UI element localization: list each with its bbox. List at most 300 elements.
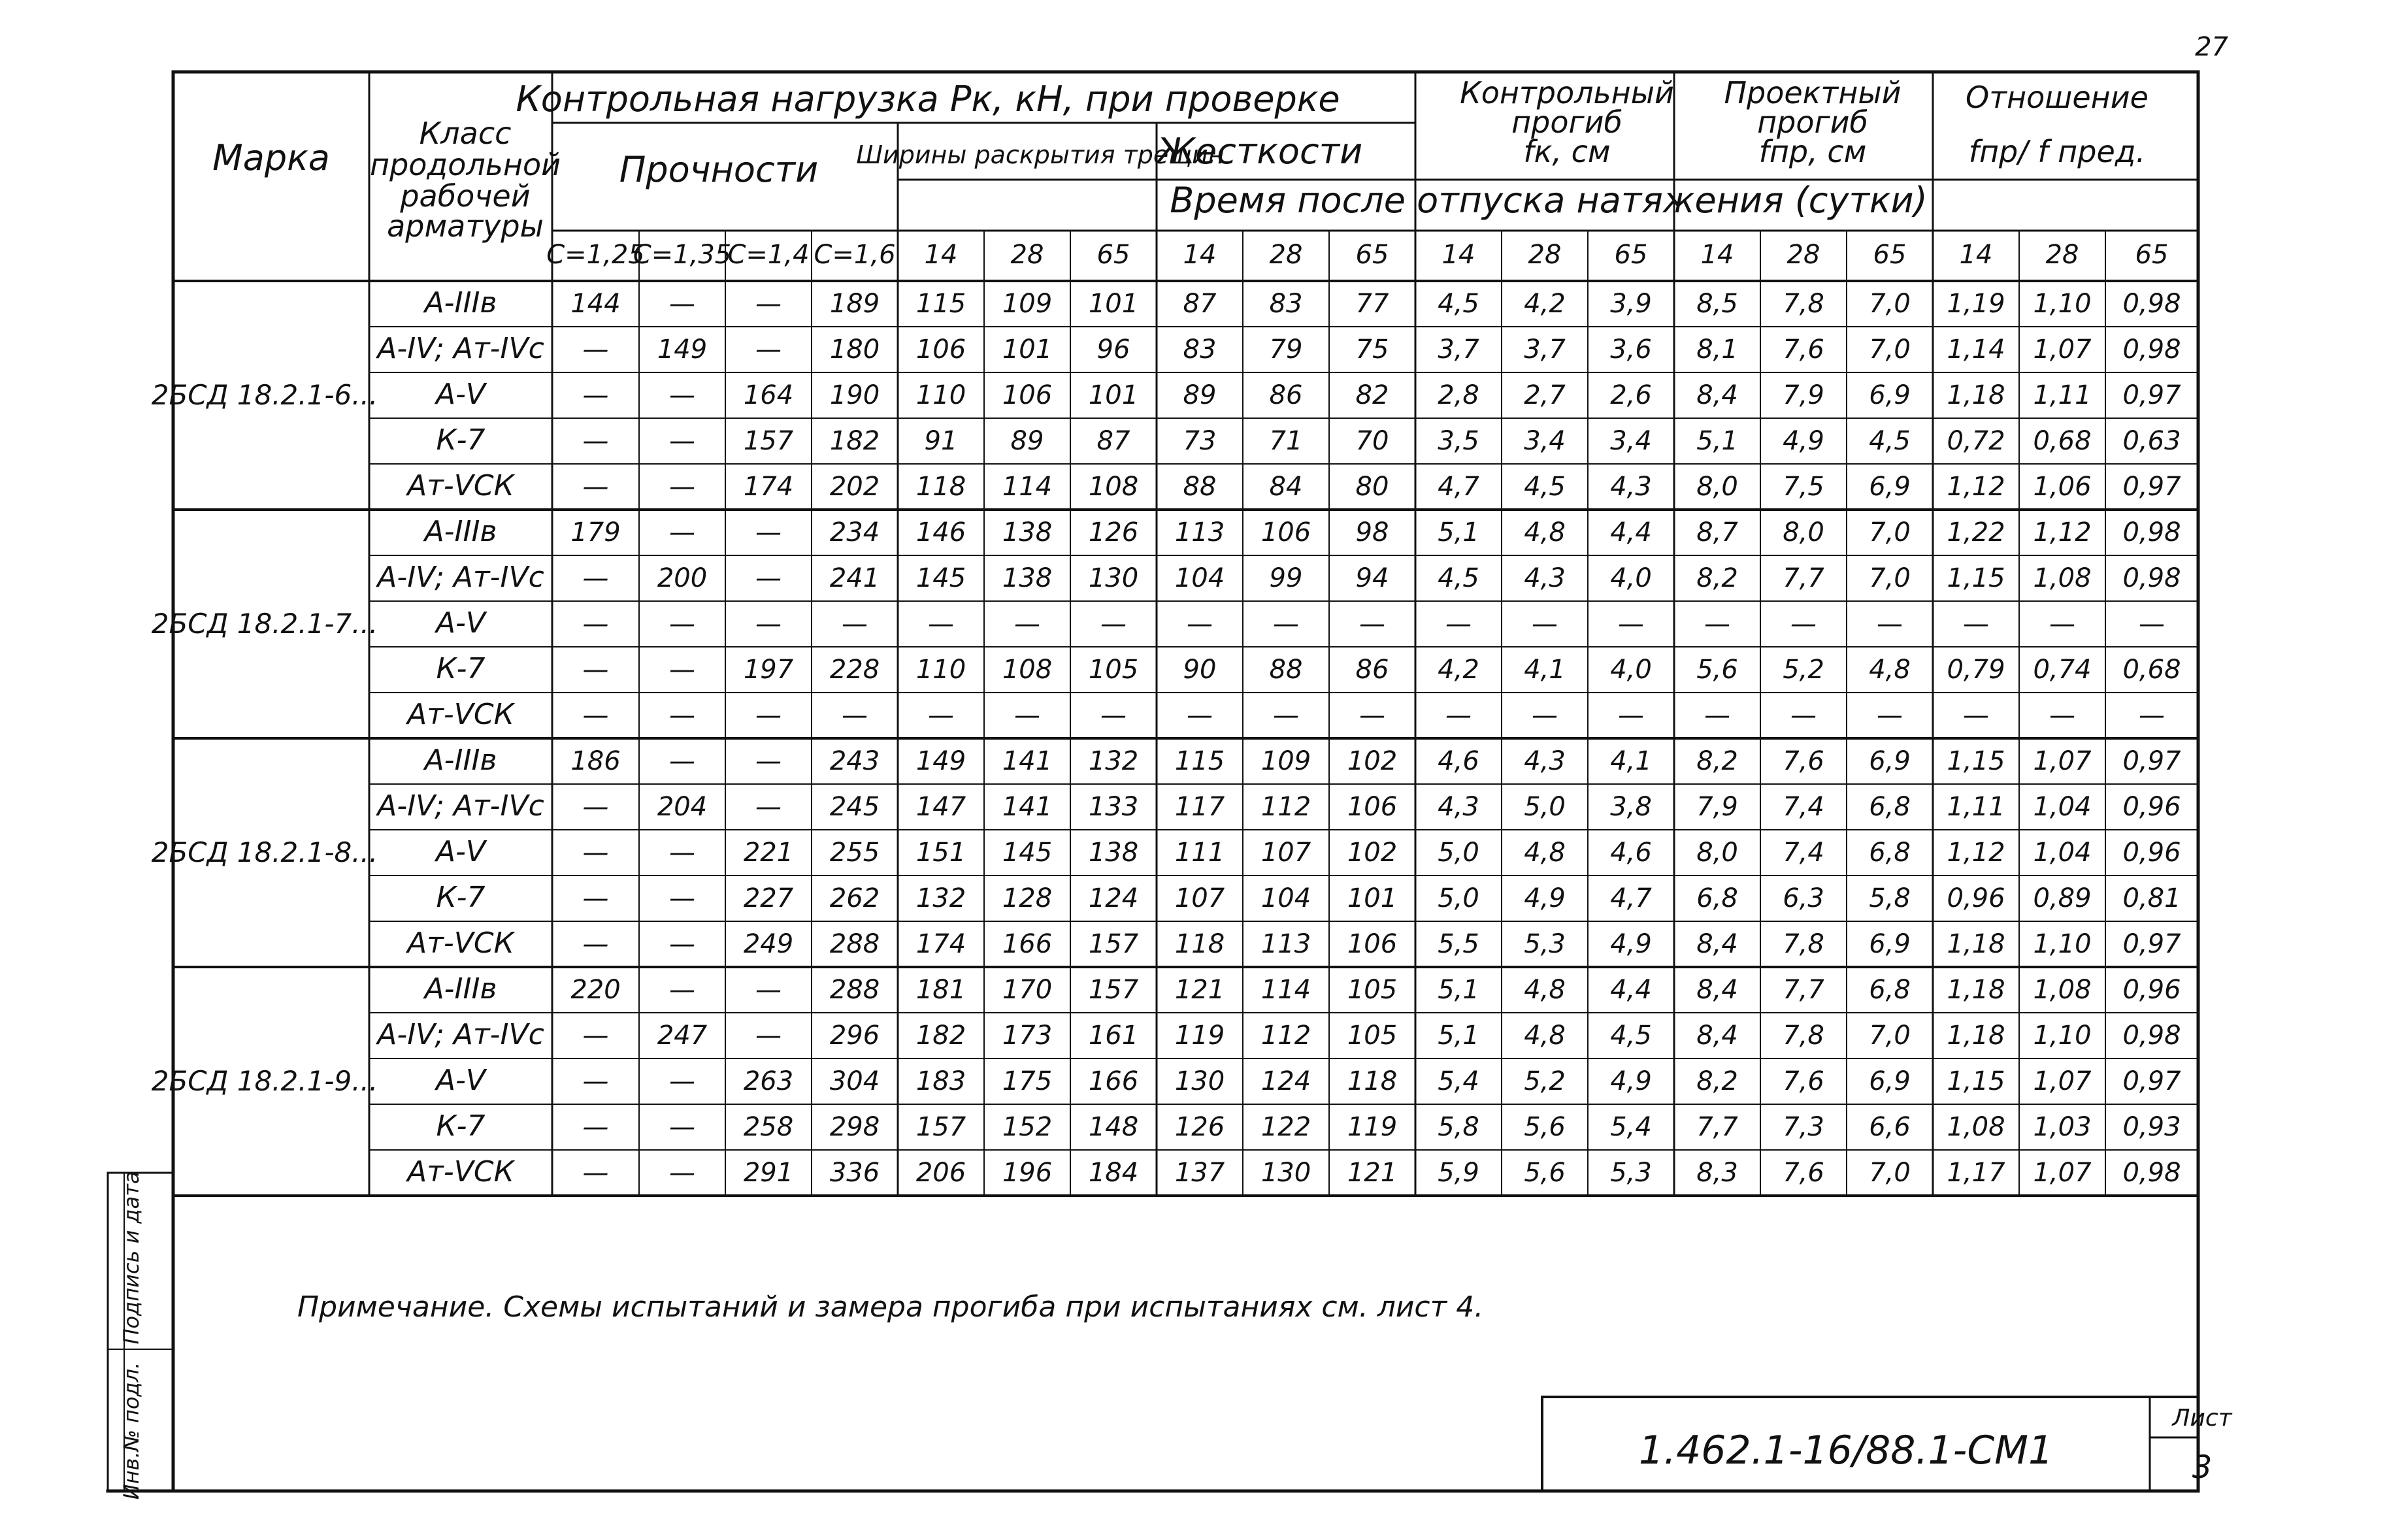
table-cell: 108 bbox=[1088, 472, 1139, 502]
table-cell: 1,17 bbox=[1947, 1158, 2005, 1188]
table-cell: 73 bbox=[1183, 426, 1217, 456]
table-cell: 175 bbox=[1002, 1066, 1053, 1096]
table-cell: 4,5 bbox=[1438, 563, 1479, 593]
table-cell: 6,9 bbox=[1869, 380, 1911, 410]
table-cell: — bbox=[582, 472, 609, 502]
table-cell: 181 bbox=[915, 975, 966, 1005]
table-cell: 8,4 bbox=[1696, 380, 1738, 410]
table-cell: 170 bbox=[1002, 975, 1053, 1005]
table-cell: 98 bbox=[1355, 517, 1389, 548]
table-cell: 4,8 bbox=[1524, 517, 1566, 548]
column-c-label: C=1,35 bbox=[633, 240, 732, 270]
table-cell: 4,6 bbox=[1610, 838, 1652, 868]
column-day-label: 14 bbox=[1959, 240, 1993, 270]
table-cell: 4,3 bbox=[1524, 563, 1566, 593]
brand-label: 2БСД 18.2.1-8... bbox=[151, 836, 378, 868]
table-cell: — bbox=[755, 609, 782, 639]
table-cell: 5,0 bbox=[1438, 883, 1479, 913]
table-cell: 1,03 bbox=[2033, 1112, 2092, 1142]
rebar-class-label: А-IIIв bbox=[424, 515, 497, 548]
table-cell: 138 bbox=[1002, 517, 1053, 548]
table-cell: 0,96 bbox=[2122, 975, 2181, 1005]
table-cell: 1,10 bbox=[2033, 929, 2092, 959]
table-cell: 130 bbox=[1260, 1158, 1311, 1188]
table-cell: 7,7 bbox=[1783, 563, 1824, 593]
column-day-label: 28 bbox=[1010, 240, 1044, 270]
table-cell: — bbox=[928, 700, 954, 730]
table-cell: 75 bbox=[1355, 335, 1389, 365]
column-day-label: 65 bbox=[1096, 240, 1130, 270]
table-cell: — bbox=[755, 517, 782, 548]
table-cell: — bbox=[669, 289, 695, 319]
header-ratio-line: fпр/ f пред. bbox=[1968, 134, 2146, 169]
rebar-class-label: К-7 bbox=[436, 652, 486, 685]
table-cell: 122 bbox=[1260, 1112, 1311, 1142]
table-cell: 204 bbox=[657, 792, 708, 822]
table-cell: 0,97 bbox=[2122, 929, 2181, 959]
table-cell: 4,3 bbox=[1524, 746, 1566, 776]
table-cell: 1,07 bbox=[2033, 1066, 2092, 1096]
table-cell: — bbox=[842, 700, 868, 730]
table-cell: 4,3 bbox=[1438, 792, 1479, 822]
table-cell: 8,2 bbox=[1696, 746, 1738, 776]
column-c-label: C=1,6 bbox=[814, 240, 896, 270]
table-cell: 105 bbox=[1347, 1021, 1398, 1051]
table-cell: 77 bbox=[1355, 289, 1389, 319]
table-cell: — bbox=[669, 700, 695, 730]
table-cell: 0,68 bbox=[2033, 426, 2092, 456]
table-cell: 174 bbox=[743, 472, 794, 502]
column-day-label: 65 bbox=[2135, 240, 2169, 270]
table-cell: — bbox=[1790, 609, 1817, 639]
table-cell: 288 bbox=[829, 929, 880, 959]
table-cell: — bbox=[669, 1066, 695, 1096]
table-cell: 89 bbox=[1183, 380, 1217, 410]
table-cell: 3,7 bbox=[1438, 335, 1479, 365]
table-cell: 1,07 bbox=[2033, 746, 2092, 776]
table-cell: 7,8 bbox=[1783, 1021, 1824, 1051]
table-cell: 1,11 bbox=[1947, 792, 2005, 822]
table-cell: 2,8 bbox=[1438, 380, 1479, 410]
header-class-line: Класс bbox=[419, 116, 512, 151]
table-cell: 3,9 bbox=[1610, 289, 1652, 319]
table-cell: 110 bbox=[915, 380, 966, 410]
table-cell: 7,4 bbox=[1783, 792, 1824, 822]
table-cell: 0,97 bbox=[2122, 380, 2181, 410]
table-cell: 87 bbox=[1183, 289, 1217, 319]
table-cell: 110 bbox=[915, 655, 966, 685]
table-cell: 7,9 bbox=[1783, 380, 1824, 410]
table-cell: 1,08 bbox=[1947, 1112, 2005, 1142]
table-cell: 0,74 bbox=[2033, 655, 2092, 685]
table-cell: 6,9 bbox=[1869, 929, 1911, 959]
table-cell: 5,8 bbox=[1438, 1112, 1479, 1142]
table-cell: 8,4 bbox=[1696, 1021, 1738, 1051]
table-cell: 7,8 bbox=[1783, 929, 1824, 959]
table-cell: — bbox=[669, 380, 695, 410]
table-cell: 4,1 bbox=[1524, 655, 1566, 685]
column-day-label: 28 bbox=[2045, 240, 2079, 270]
table-cell: 124 bbox=[1260, 1066, 1311, 1096]
header-design-deflection-line: fпр, см bbox=[1758, 134, 1867, 169]
table-cell: 8,7 bbox=[1696, 517, 1738, 548]
table-cell: 132 bbox=[1088, 746, 1139, 776]
table-cell: 0,96 bbox=[2122, 792, 2181, 822]
table-cell: 1,10 bbox=[2033, 289, 2092, 319]
table-cell: 141 bbox=[1002, 792, 1053, 822]
table-cell: — bbox=[582, 609, 609, 639]
table-cell: 104 bbox=[1260, 883, 1311, 913]
table-cell: 8,2 bbox=[1696, 1066, 1738, 1096]
table-cell: — bbox=[669, 883, 695, 913]
table-cell: 5,3 bbox=[1524, 929, 1566, 959]
table-cell: 184 bbox=[1088, 1158, 1139, 1188]
rebar-class-label: К-7 bbox=[436, 1109, 486, 1143]
table-cell: 0,97 bbox=[2122, 472, 2181, 502]
table-cell: 8,4 bbox=[1696, 929, 1738, 959]
table-cell: — bbox=[582, 838, 609, 868]
table-cell: 255 bbox=[829, 838, 880, 868]
table-cell: 4,4 bbox=[1610, 517, 1652, 548]
rebar-class-label: А-IIIв bbox=[424, 286, 497, 319]
table-cell: 0,63 bbox=[2122, 426, 2181, 456]
table-cell: 182 bbox=[829, 426, 880, 456]
table-cell: — bbox=[1704, 609, 1730, 639]
table-cell: 7,9 bbox=[1696, 792, 1738, 822]
table-cell: 183 bbox=[915, 1066, 966, 1096]
table-cell: 130 bbox=[1088, 563, 1139, 593]
header-class-line: арматуры bbox=[387, 208, 544, 244]
table-cell: 104 bbox=[1174, 563, 1225, 593]
table-cell: — bbox=[1618, 609, 1644, 639]
header-design-deflection-line: Проектный bbox=[1724, 75, 1902, 110]
sheet-label: Лист bbox=[2172, 1405, 2232, 1432]
table-cell: — bbox=[755, 335, 782, 365]
table-cell: 157 bbox=[743, 426, 794, 456]
table-cell: 5,0 bbox=[1524, 792, 1566, 822]
table-cell: 3,4 bbox=[1610, 426, 1652, 456]
table-cell: — bbox=[2049, 609, 2075, 639]
table-cell: 7,6 bbox=[1783, 335, 1824, 365]
table-cell: 144 bbox=[570, 289, 621, 319]
table-cell: — bbox=[1445, 700, 1472, 730]
table-cell: — bbox=[669, 517, 695, 548]
table-cell: 0,97 bbox=[2122, 1066, 2181, 1096]
table-cell: — bbox=[1100, 609, 1127, 639]
table-cell: 4,1 bbox=[1610, 746, 1652, 776]
table-cell: 88 bbox=[1269, 655, 1303, 685]
column-c-label: C=1,25 bbox=[546, 240, 645, 270]
header-control-deflection-line: fк, см bbox=[1523, 134, 1611, 169]
column-day-label: 14 bbox=[1441, 240, 1475, 270]
table-cell: 5,1 bbox=[1438, 1021, 1479, 1051]
column-subheaders bbox=[546, 240, 2168, 270]
table-cell: — bbox=[669, 746, 695, 776]
table-cell: 161 bbox=[1088, 1021, 1139, 1051]
table-cell: 83 bbox=[1183, 335, 1217, 365]
table-cell: 8,0 bbox=[1696, 472, 1738, 502]
rebar-class-label: А-IIIв bbox=[424, 972, 497, 1006]
table-cell: 2,7 bbox=[1524, 380, 1566, 410]
table-cell: 1,22 bbox=[1947, 517, 2005, 548]
table-cell: 121 bbox=[1174, 975, 1225, 1005]
table-cell: 7,8 bbox=[1783, 289, 1824, 319]
table-cell: 8,3 bbox=[1696, 1158, 1738, 1188]
rebar-class-label: А-IV; Ат-IVс bbox=[377, 1018, 544, 1051]
table-cell: 7,0 bbox=[1869, 1158, 1911, 1188]
title-block bbox=[1639, 1405, 2233, 1486]
column-day-label: 65 bbox=[1355, 240, 1389, 270]
table-cell: — bbox=[1963, 700, 1989, 730]
table-cell: — bbox=[2139, 609, 2165, 639]
table-cell: 107 bbox=[1260, 838, 1311, 868]
table-cell: 157 bbox=[1088, 929, 1139, 959]
table-cell: 106 bbox=[1347, 792, 1398, 822]
table-cell: 86 bbox=[1355, 655, 1389, 685]
table-cell: 220 bbox=[570, 975, 621, 1005]
header-design-deflection-line: прогиб bbox=[1757, 105, 1868, 140]
table-cell: 174 bbox=[915, 929, 966, 959]
table-cell: 90 bbox=[1183, 655, 1217, 685]
table-cell: 106 bbox=[1002, 380, 1053, 410]
table-cell: 118 bbox=[915, 472, 966, 502]
table-cell: 84 bbox=[1269, 472, 1303, 502]
table-cell: 126 bbox=[1088, 517, 1139, 548]
table-cell: 138 bbox=[1088, 838, 1139, 868]
rebar-class-label: Ат-VСК bbox=[407, 1155, 514, 1188]
table-cell: 0,72 bbox=[1947, 426, 2005, 456]
rebar-class-label: Ат-VСК bbox=[407, 926, 514, 960]
table-cell: — bbox=[755, 746, 782, 776]
table-cell: 130 bbox=[1174, 1066, 1225, 1096]
table-cell: 0,89 bbox=[2033, 883, 2092, 913]
table-cell: 4,5 bbox=[1869, 426, 1911, 456]
table-cell: 0,93 bbox=[2122, 1112, 2181, 1142]
table-cell: 4,9 bbox=[1610, 929, 1652, 959]
table-cell: 6,3 bbox=[1783, 883, 1824, 913]
table-cell: 164 bbox=[743, 380, 794, 410]
table-cell: 1,08 bbox=[2033, 975, 2092, 1005]
header-crack-width: Ширины раскрытия трещин bbox=[856, 140, 1225, 169]
table-cell: — bbox=[582, 426, 609, 456]
table-cell: — bbox=[669, 1158, 695, 1188]
table-cell: 5,1 bbox=[1438, 517, 1479, 548]
table-cell: 101 bbox=[1088, 289, 1139, 319]
side-stamp bbox=[119, 1171, 144, 1499]
table-cell: 121 bbox=[1347, 1158, 1398, 1188]
table-cell: 0,98 bbox=[2122, 335, 2181, 365]
table-cell: 132 bbox=[915, 883, 966, 913]
side-stamp-inv-no: Инв.№ подл. bbox=[119, 1362, 144, 1500]
table-cell: 221 bbox=[743, 838, 794, 868]
table-cell: 4,9 bbox=[1524, 883, 1566, 913]
table-cell: 189 bbox=[829, 289, 880, 319]
table-cell: — bbox=[755, 289, 782, 319]
table-cell: 107 bbox=[1174, 883, 1225, 913]
table-cell: — bbox=[582, 335, 609, 365]
table-cell: 5,0 bbox=[1438, 838, 1479, 868]
table-cell: — bbox=[1790, 700, 1817, 730]
table-cell: 1,19 bbox=[1947, 289, 2005, 319]
table-cell: 247 bbox=[657, 1021, 708, 1051]
rebar-class-label: А-V bbox=[435, 835, 486, 868]
table-cell: — bbox=[582, 655, 609, 685]
table-cell: 8,1 bbox=[1696, 335, 1738, 365]
table-cell: 1,11 bbox=[2033, 380, 2092, 410]
table-cell: 79 bbox=[1269, 335, 1303, 365]
table-cell: — bbox=[1014, 609, 1040, 639]
table-cell: 7,7 bbox=[1783, 975, 1824, 1005]
table-cell: 1,12 bbox=[1947, 472, 2005, 502]
table-cell: — bbox=[582, 700, 609, 730]
rebar-class-label: А-IV; Ат-IVс bbox=[377, 789, 544, 823]
table-cell: 3,4 bbox=[1524, 426, 1566, 456]
table-cell: 0,97 bbox=[2122, 746, 2181, 776]
table-cell: 3,7 bbox=[1524, 335, 1566, 365]
table-cell: 80 bbox=[1355, 472, 1389, 502]
header-strength: Прочности bbox=[619, 149, 819, 190]
rebar-class-label: К-7 bbox=[436, 423, 486, 457]
table-cell: 0,96 bbox=[1947, 883, 2005, 913]
table-cell: — bbox=[582, 1112, 609, 1142]
column-day-label: 14 bbox=[1700, 240, 1734, 270]
table-cell: — bbox=[582, 792, 609, 822]
table-cell: 5,8 bbox=[1869, 883, 1911, 913]
table-cell: 112 bbox=[1260, 1021, 1311, 1051]
table-cell: 7,0 bbox=[1869, 1021, 1911, 1051]
table-cell: 5,1 bbox=[1438, 975, 1479, 1005]
table-cell: 1,06 bbox=[2033, 472, 2092, 502]
table-cell: — bbox=[669, 655, 695, 685]
table-cell: — bbox=[669, 929, 695, 959]
table-cell: 0,98 bbox=[2122, 289, 2181, 319]
table-cell: 147 bbox=[915, 792, 966, 822]
table-cell: 108 bbox=[1002, 655, 1053, 685]
table-cell: 4,4 bbox=[1610, 975, 1652, 1005]
table-cell: 4,0 bbox=[1610, 563, 1652, 593]
table-cell: — bbox=[1187, 609, 1213, 639]
table-cell: 89 bbox=[1010, 426, 1044, 456]
table-cell: 151 bbox=[915, 838, 966, 868]
table-cell: 148 bbox=[1088, 1112, 1139, 1142]
table-cell: 106 bbox=[1260, 517, 1311, 548]
table-cell: — bbox=[2139, 700, 2165, 730]
table-cell: 4,6 bbox=[1438, 746, 1479, 776]
table-cell: 113 bbox=[1174, 517, 1225, 548]
table-cell: 6,8 bbox=[1869, 792, 1911, 822]
table-cell: 2,6 bbox=[1610, 380, 1652, 410]
table-cell: 141 bbox=[1002, 746, 1053, 776]
table-cell: 1,18 bbox=[1947, 975, 2005, 1005]
table-cell: 115 bbox=[915, 289, 966, 319]
table-cell: 157 bbox=[915, 1112, 966, 1142]
table-cell: 4,9 bbox=[1783, 426, 1824, 456]
table-cell: 182 bbox=[915, 1021, 966, 1051]
table-cell: 118 bbox=[1347, 1066, 1398, 1096]
column-day-label: 28 bbox=[1528, 240, 1562, 270]
table-cell: 105 bbox=[1347, 975, 1398, 1005]
table-cell: 4,5 bbox=[1524, 472, 1566, 502]
table-cell: 86 bbox=[1269, 380, 1303, 410]
table-cell: 298 bbox=[829, 1112, 880, 1142]
table-cell: 296 bbox=[829, 1021, 880, 1051]
table-cell: — bbox=[582, 883, 609, 913]
table-cell: 5,2 bbox=[1524, 1066, 1566, 1096]
table-cell: — bbox=[669, 609, 695, 639]
table-cell: 4,8 bbox=[1524, 838, 1566, 868]
rebar-class-label: К-7 bbox=[436, 881, 486, 914]
table-header bbox=[212, 75, 2149, 244]
table-cell: 4,7 bbox=[1438, 472, 1479, 502]
table-cell: 5,6 bbox=[1696, 655, 1738, 685]
table-cell: — bbox=[1618, 700, 1644, 730]
table-cell: 118 bbox=[1174, 929, 1225, 959]
table-cell: 6,8 bbox=[1869, 975, 1911, 1005]
doc-code: 1.462.1-16/88.1-СМ1 bbox=[1638, 1428, 2054, 1473]
table-cell: 1,18 bbox=[1947, 380, 2005, 410]
rebar-class-label: А-IIIв bbox=[424, 744, 497, 777]
table-cell: — bbox=[1273, 609, 1299, 639]
table-cell: — bbox=[1187, 700, 1213, 730]
table-cell: 102 bbox=[1347, 838, 1398, 868]
table-cell: — bbox=[582, 1158, 609, 1188]
table-cell: 99 bbox=[1269, 563, 1303, 593]
table-cell: 263 bbox=[743, 1066, 794, 1096]
table-cell: 6,8 bbox=[1696, 883, 1738, 913]
table-cell: 5,3 bbox=[1610, 1158, 1652, 1188]
table-cell: 87 bbox=[1096, 426, 1130, 456]
column-day-label: 14 bbox=[1183, 240, 1217, 270]
table-cell: 180 bbox=[829, 335, 880, 365]
table-cell: 0,68 bbox=[2122, 655, 2181, 685]
table-cell: 114 bbox=[1002, 472, 1053, 502]
table-cell: 4,0 bbox=[1610, 655, 1652, 685]
table-cell: 0,98 bbox=[2122, 563, 2181, 593]
table-cell: 4,3 bbox=[1610, 472, 1652, 502]
table-cell: 228 bbox=[829, 655, 880, 685]
table-cell: 7,0 bbox=[1869, 335, 1911, 365]
table-cell: 106 bbox=[915, 335, 966, 365]
table-cell: 4,8 bbox=[1524, 1021, 1566, 1051]
header-control-deflection-line: Контрольный bbox=[1460, 75, 1674, 110]
table-cell: 190 bbox=[829, 380, 880, 410]
table-cell: 6,8 bbox=[1869, 838, 1911, 868]
table-cell: 137 bbox=[1174, 1158, 1225, 1188]
rebar-class-label: А-V bbox=[435, 378, 486, 411]
rebar-class-label: А-V bbox=[435, 606, 486, 640]
brand-label: 2БСД 18.2.1-7... bbox=[151, 608, 378, 640]
column-day-label: 28 bbox=[1269, 240, 1303, 270]
table-cell: 88 bbox=[1183, 472, 1217, 502]
header-control-load: Контрольная нагрузка Pк, кН, при проверке bbox=[516, 78, 1340, 120]
table-cell: 4,2 bbox=[1524, 289, 1566, 319]
table-cell: — bbox=[755, 1021, 782, 1051]
table-cell: 6,9 bbox=[1869, 472, 1911, 502]
table-cell: 4,8 bbox=[1524, 975, 1566, 1005]
table-cell: 117 bbox=[1174, 792, 1225, 822]
table-cell: 7,6 bbox=[1783, 746, 1824, 776]
table-cell: 6,9 bbox=[1869, 1066, 1911, 1096]
brand-label: 2БСД 18.2.1-6... bbox=[151, 379, 378, 411]
table-cell: 133 bbox=[1088, 792, 1139, 822]
table-cell: — bbox=[755, 563, 782, 593]
table-cell: — bbox=[1273, 700, 1299, 730]
header-ratio-line: Отношение bbox=[1966, 80, 2149, 115]
rebar-class-label: А-V bbox=[435, 1064, 486, 1097]
table-cell: 152 bbox=[1002, 1112, 1053, 1142]
table-cell: 102 bbox=[1347, 746, 1398, 776]
table-cell: 8,4 bbox=[1696, 975, 1738, 1005]
